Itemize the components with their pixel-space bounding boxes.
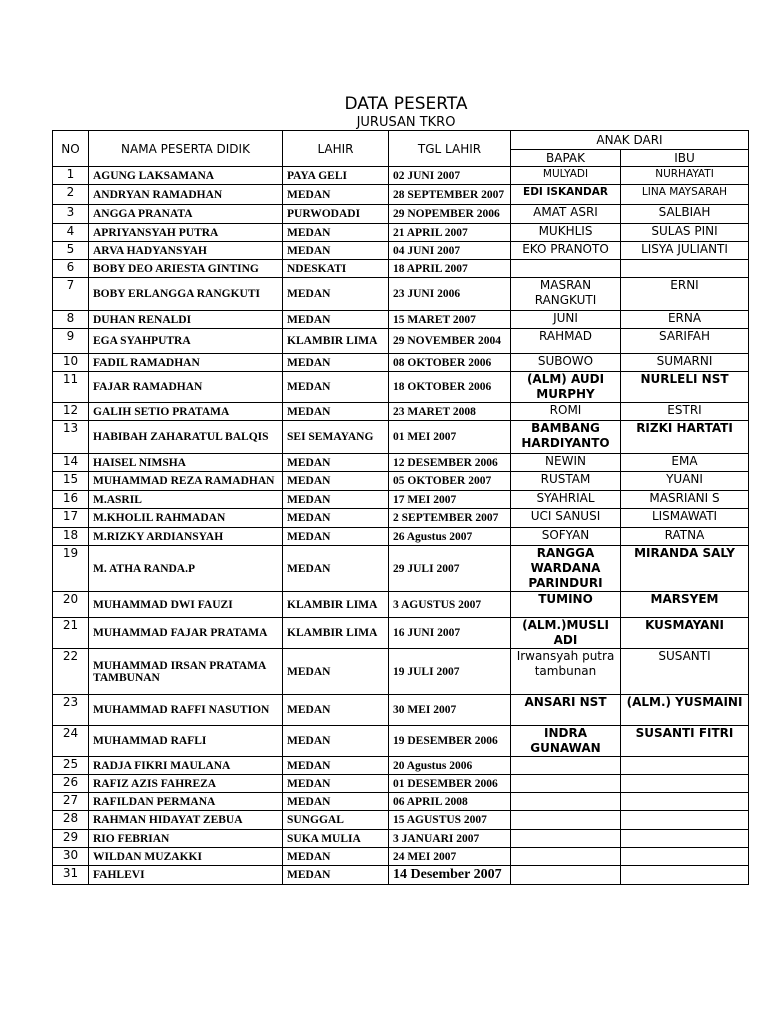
row-ibu: SUMARNI <box>621 354 749 372</box>
row-lahir: MEDAN <box>283 372 389 403</box>
row-tgl-lahir: 18 APRIL 2007 <box>389 260 511 278</box>
table-row <box>53 726 749 757</box>
row-ibu <box>621 866 749 885</box>
row-no: 3 <box>53 205 89 224</box>
row-tgl-lahir: 2 SEPTEMBER 2007 <box>389 509 511 528</box>
row-ibu: NURLELI NST <box>621 372 749 403</box>
row-ibu: MASRIANI S <box>621 491 749 509</box>
table-row <box>53 167 749 185</box>
row-tgl-lahir: 18 OKTOBER 2006 <box>389 372 511 403</box>
row-lahir: MEDAN <box>283 546 389 592</box>
row-no: 12 <box>53 403 89 421</box>
row-bapak: SOFYAN <box>511 528 621 546</box>
row-tgl-lahir: 05 OKTOBER 2007 <box>389 472 511 491</box>
row-nama: RIO FEBRIAN <box>89 830 283 848</box>
row-no: 20 <box>53 592 89 618</box>
row-nama: HABIBAH ZAHARATUL BALQIS <box>89 421 283 454</box>
row-tgl-lahir: 23 JUNI 2006 <box>389 278 511 311</box>
row-nama: MUHAMMAD REZA RAMADHAN <box>89 472 283 491</box>
row-no: 1 <box>53 167 89 185</box>
row-ibu <box>621 830 749 848</box>
table-row <box>53 242 749 260</box>
table-row <box>53 491 749 509</box>
row-tgl-lahir: 19 JULI 2007 <box>389 649 511 695</box>
row-lahir: MEDAN <box>283 726 389 757</box>
table-row <box>53 811 749 830</box>
header-bapak: BAPAK <box>511 150 621 167</box>
row-ibu <box>621 848 749 866</box>
row-lahir: SUKA MULIA <box>283 830 389 848</box>
row-nama: BOBY DEO ARIESTA GINTING <box>89 260 283 278</box>
page-subtitle: JURUSAN TKRO <box>356 115 456 130</box>
row-nama: M. ATHA RANDA.P <box>89 546 283 592</box>
row-ibu: MIRANDA SALY <box>621 546 749 592</box>
row-tgl-lahir: 02 JUNI 2007 <box>389 167 511 185</box>
row-tgl-lahir: 19 DESEMBER 2006 <box>389 726 511 757</box>
row-bapak <box>511 848 621 866</box>
table-row <box>53 185 749 205</box>
row-no: 23 <box>53 695 89 726</box>
row-ibu <box>621 775 749 793</box>
row-no: 14 <box>53 454 89 472</box>
row-bapak <box>511 866 621 885</box>
row-no: 16 <box>53 491 89 509</box>
row-nama: GALIH SETIO PRATAMA <box>89 403 283 421</box>
row-lahir: MEDAN <box>283 848 389 866</box>
table-row <box>53 454 749 472</box>
row-no: 6 <box>53 260 89 278</box>
row-ibu: SALBIAH <box>621 205 749 224</box>
row-lahir: MEDAN <box>283 354 389 372</box>
row-nama: ANGGA PRANATA <box>89 205 283 224</box>
table-row <box>53 205 749 224</box>
row-ibu <box>621 793 749 811</box>
header-nama: NAMA PESERTA DIDIK <box>89 131 283 167</box>
row-tgl-lahir: 24 MEI 2007 <box>389 848 511 866</box>
row-no: 24 <box>53 726 89 757</box>
row-no: 2 <box>53 185 89 205</box>
row-no: 7 <box>53 278 89 311</box>
row-tgl-lahir: 15 MARET 2007 <box>389 311 511 329</box>
row-bapak: MUKHLIS <box>511 224 621 242</box>
row-tgl-lahir: 30 MEI 2007 <box>389 695 511 726</box>
table-row <box>53 329 749 354</box>
row-no: 21 <box>53 618 89 649</box>
row-tgl-lahir: 01 DESEMBER 2006 <box>389 775 511 793</box>
row-nama: AGUNG LAKSAMANA <box>89 167 283 185</box>
row-tgl-lahir: 21 APRIL 2007 <box>389 224 511 242</box>
row-lahir: MEDAN <box>283 224 389 242</box>
table-row <box>53 866 749 885</box>
row-no: 10 <box>53 354 89 372</box>
table-row <box>53 278 749 311</box>
row-nama: M.ASRIL <box>89 491 283 509</box>
table-row <box>53 546 749 592</box>
table-row <box>53 260 749 278</box>
row-nama: FADIL RAMADHAN <box>89 354 283 372</box>
table-row <box>53 403 749 421</box>
row-bapak: ANSARI NST <box>511 695 621 726</box>
row-ibu: RIZKI HARTATI <box>621 421 749 454</box>
row-lahir: KLAMBIR LIMA <box>283 618 389 649</box>
row-nama: RAFIZ AZIS FAHREZA <box>89 775 283 793</box>
row-bapak: NEWIN <box>511 454 621 472</box>
table-row <box>53 793 749 811</box>
row-ibu <box>621 757 749 775</box>
row-ibu: (ALM.) YUSMAINI <box>621 695 749 726</box>
row-tgl-lahir: 23 MARET 2008 <box>389 403 511 421</box>
row-nama: MUHAMMAD RAFFI NASUTION <box>89 695 283 726</box>
row-no: 15 <box>53 472 89 491</box>
row-bapak: JUNI <box>511 311 621 329</box>
row-lahir: SUNGGAL <box>283 811 389 830</box>
row-lahir: MEDAN <box>283 775 389 793</box>
table-row <box>53 830 749 848</box>
row-nama: MUHAMMAD FAJAR PRATAMA <box>89 618 283 649</box>
row-tgl-lahir: 04 JUNI 2007 <box>389 242 511 260</box>
row-nama: MUHAMMAD DWI FAUZI <box>89 592 283 618</box>
row-nama: APRIYANSYAH PUTRA <box>89 224 283 242</box>
header-anak-dari: ANAK DARI <box>511 131 749 150</box>
row-nama: M.KHOLIL RAHMADAN <box>89 509 283 528</box>
table-row <box>53 224 749 242</box>
row-no: 9 <box>53 329 89 354</box>
row-bapak <box>511 260 621 278</box>
row-bapak: (ALM) AUDI MURPHY <box>511 372 621 403</box>
row-lahir: MEDAN <box>283 757 389 775</box>
row-ibu: SULAS PINI <box>621 224 749 242</box>
row-lahir: PAYA GELI <box>283 167 389 185</box>
row-tgl-lahir: 26 Agustus 2007 <box>389 528 511 546</box>
row-bapak <box>511 793 621 811</box>
row-ibu: LISMAWATI <box>621 509 749 528</box>
row-lahir: MEDAN <box>283 454 389 472</box>
row-nama: RADJA FIKRI MAULANA <box>89 757 283 775</box>
row-ibu: LINA MAYSARAH <box>621 185 749 205</box>
row-bapak <box>511 830 621 848</box>
row-bapak <box>511 811 621 830</box>
table-row <box>53 311 749 329</box>
row-lahir: MEDAN <box>283 491 389 509</box>
row-no: 4 <box>53 224 89 242</box>
row-bapak: RUSTAM <box>511 472 621 491</box>
row-lahir: MEDAN <box>283 793 389 811</box>
row-ibu: RATNA <box>621 528 749 546</box>
row-lahir: MEDAN <box>283 403 389 421</box>
row-ibu: ESTRI <box>621 403 749 421</box>
header-no: NO <box>53 131 89 167</box>
row-bapak: Irwansyah putra tambunan <box>511 649 621 695</box>
row-no: 28 <box>53 811 89 830</box>
row-lahir: MEDAN <box>283 278 389 311</box>
row-tgl-lahir: 20 Agustus 2006 <box>389 757 511 775</box>
row-no: 13 <box>53 421 89 454</box>
row-lahir: MEDAN <box>283 649 389 695</box>
row-nama: DUHAN RENALDI <box>89 311 283 329</box>
row-nama: RAHMAN HIDAYAT ZEBUA <box>89 811 283 830</box>
row-bapak: UCI SANUSI <box>511 509 621 528</box>
row-bapak: MULYADI <box>511 167 621 185</box>
row-lahir: MEDAN <box>283 472 389 491</box>
row-lahir: KLAMBIR LIMA <box>283 592 389 618</box>
table-row <box>53 472 749 491</box>
row-bapak: INDRA GUNAWAN <box>511 726 621 757</box>
row-bapak: RAHMAD <box>511 329 621 354</box>
table-row <box>53 354 749 372</box>
row-ibu: ERNA <box>621 311 749 329</box>
row-nama: ARVA HADYANSYAH <box>89 242 283 260</box>
row-nama: WILDAN MUZAKKI <box>89 848 283 866</box>
row-bapak: RANGGA WARDANA PARINDURI <box>511 546 621 592</box>
row-nama: RAFILDAN PERMANA <box>89 793 283 811</box>
row-lahir: MEDAN <box>283 528 389 546</box>
title-block <box>0 94 768 131</box>
table-row <box>53 757 749 775</box>
row-bapak: MASRAN RANGKUTI <box>511 278 621 311</box>
row-ibu: KUSMAYANI <box>621 618 749 649</box>
table-row <box>53 509 749 528</box>
row-no: 19 <box>53 546 89 592</box>
row-bapak: AMAT ASRI <box>511 205 621 224</box>
row-lahir: SEI SEMAYANG <box>283 421 389 454</box>
row-no: 5 <box>53 242 89 260</box>
row-nama: FAJAR RAMADHAN <box>89 372 283 403</box>
row-lahir: MEDAN <box>283 509 389 528</box>
row-nama: MUHAMMAD RAFLI <box>89 726 283 757</box>
row-tgl-lahir: 15 AGUSTUS 2007 <box>389 811 511 830</box>
table-row <box>53 775 749 793</box>
row-no: 17 <box>53 509 89 528</box>
header-tgl-lahir: TGL LAHIR <box>389 131 511 167</box>
row-tgl-lahir: 3 JANUARI 2007 <box>389 830 511 848</box>
row-tgl-lahir: 29 NOPEMBER 2006 <box>389 205 511 224</box>
row-no: 25 <box>53 757 89 775</box>
row-nama: HAISEL NIMSHA <box>89 454 283 472</box>
table-row <box>53 618 749 649</box>
table-body <box>53 167 749 885</box>
row-bapak: EDI ISKANDAR <box>511 185 621 205</box>
row-tgl-lahir: 3 AGUSTUS 2007 <box>389 592 511 618</box>
row-nama: FAHLEVI <box>89 866 283 885</box>
row-no: 27 <box>53 793 89 811</box>
row-ibu <box>621 811 749 830</box>
row-lahir: MEDAN <box>283 311 389 329</box>
row-tgl-lahir: 14 Desember 2007 <box>389 866 511 885</box>
row-tgl-lahir: 16 JUNI 2007 <box>389 618 511 649</box>
row-ibu: NURHAYATI <box>621 167 749 185</box>
row-tgl-lahir: 29 JULI 2007 <box>389 546 511 592</box>
row-tgl-lahir: 17 MEI 2007 <box>389 491 511 509</box>
row-lahir: MEDAN <box>283 185 389 205</box>
participant-table <box>52 130 749 885</box>
table-row <box>53 421 749 454</box>
row-ibu: SUSANTI FITRI <box>621 726 749 757</box>
table-row <box>53 372 749 403</box>
row-tgl-lahir: 06 APRIL 2008 <box>389 793 511 811</box>
table-row <box>53 528 749 546</box>
row-ibu: MARSYEM <box>621 592 749 618</box>
table-row <box>53 649 749 695</box>
row-lahir: MEDAN <box>283 866 389 885</box>
row-bapak <box>511 757 621 775</box>
row-lahir: MEDAN <box>283 695 389 726</box>
row-tgl-lahir: 28 SEPTEMBER 2007 <box>389 185 511 205</box>
row-tgl-lahir: 08 OKTOBER 2006 <box>389 354 511 372</box>
row-lahir: PURWODADI <box>283 205 389 224</box>
row-bapak <box>511 775 621 793</box>
row-no: 18 <box>53 528 89 546</box>
row-no: 30 <box>53 848 89 866</box>
row-no: 8 <box>53 311 89 329</box>
row-nama: EGA SYAHPUTRA <box>89 329 283 354</box>
row-tgl-lahir: 12 DESEMBER 2006 <box>389 454 511 472</box>
row-ibu: ERNI <box>621 278 749 311</box>
row-no: 26 <box>53 775 89 793</box>
table-row <box>53 592 749 618</box>
row-nama: ANDRYAN RAMADHAN <box>89 185 283 205</box>
row-nama: M.RIZKY ARDIANSYAH <box>89 528 283 546</box>
table-row <box>53 695 749 726</box>
header-lahir: LAHIR <box>283 131 389 167</box>
row-no: 31 <box>53 866 89 885</box>
row-bapak: SYAHRIAL <box>511 491 621 509</box>
row-bapak: BAMBANG HARDIYANTO <box>511 421 621 454</box>
row-bapak: ROMI <box>511 403 621 421</box>
row-bapak: (ALM.)MUSLI ADI <box>511 618 621 649</box>
row-lahir: NDESKATI <box>283 260 389 278</box>
row-lahir: MEDAN <box>283 242 389 260</box>
row-ibu: LISYA JULIANTI <box>621 242 749 260</box>
row-no: 29 <box>53 830 89 848</box>
row-ibu: YUANI <box>621 472 749 491</box>
row-tgl-lahir: 01 MEI 2007 <box>389 421 511 454</box>
row-ibu <box>621 260 749 278</box>
table-row <box>53 848 749 866</box>
row-tgl-lahir: 29 NOVEMBER 2004 <box>389 329 511 354</box>
row-bapak: TUMINO <box>511 592 621 618</box>
row-ibu: SARIFAH <box>621 329 749 354</box>
row-no: 11 <box>53 372 89 403</box>
row-bapak: SUBOWO <box>511 354 621 372</box>
row-nama: BOBY ERLANGGA RANGKUTI <box>89 278 283 311</box>
row-lahir: KLAMBIR LIMA <box>283 329 389 354</box>
row-no: 22 <box>53 649 89 695</box>
row-nama: MUHAMMAD IRSAN PRATAMA TAMBUNAN <box>89 649 283 695</box>
row-ibu: EMA <box>621 454 749 472</box>
header-ibu: IBU <box>621 150 749 167</box>
row-bapak: EKO PRANOTO <box>511 242 621 260</box>
page-title: DATA PESERTA <box>344 94 468 114</box>
row-ibu: SUSANTI <box>621 649 749 695</box>
